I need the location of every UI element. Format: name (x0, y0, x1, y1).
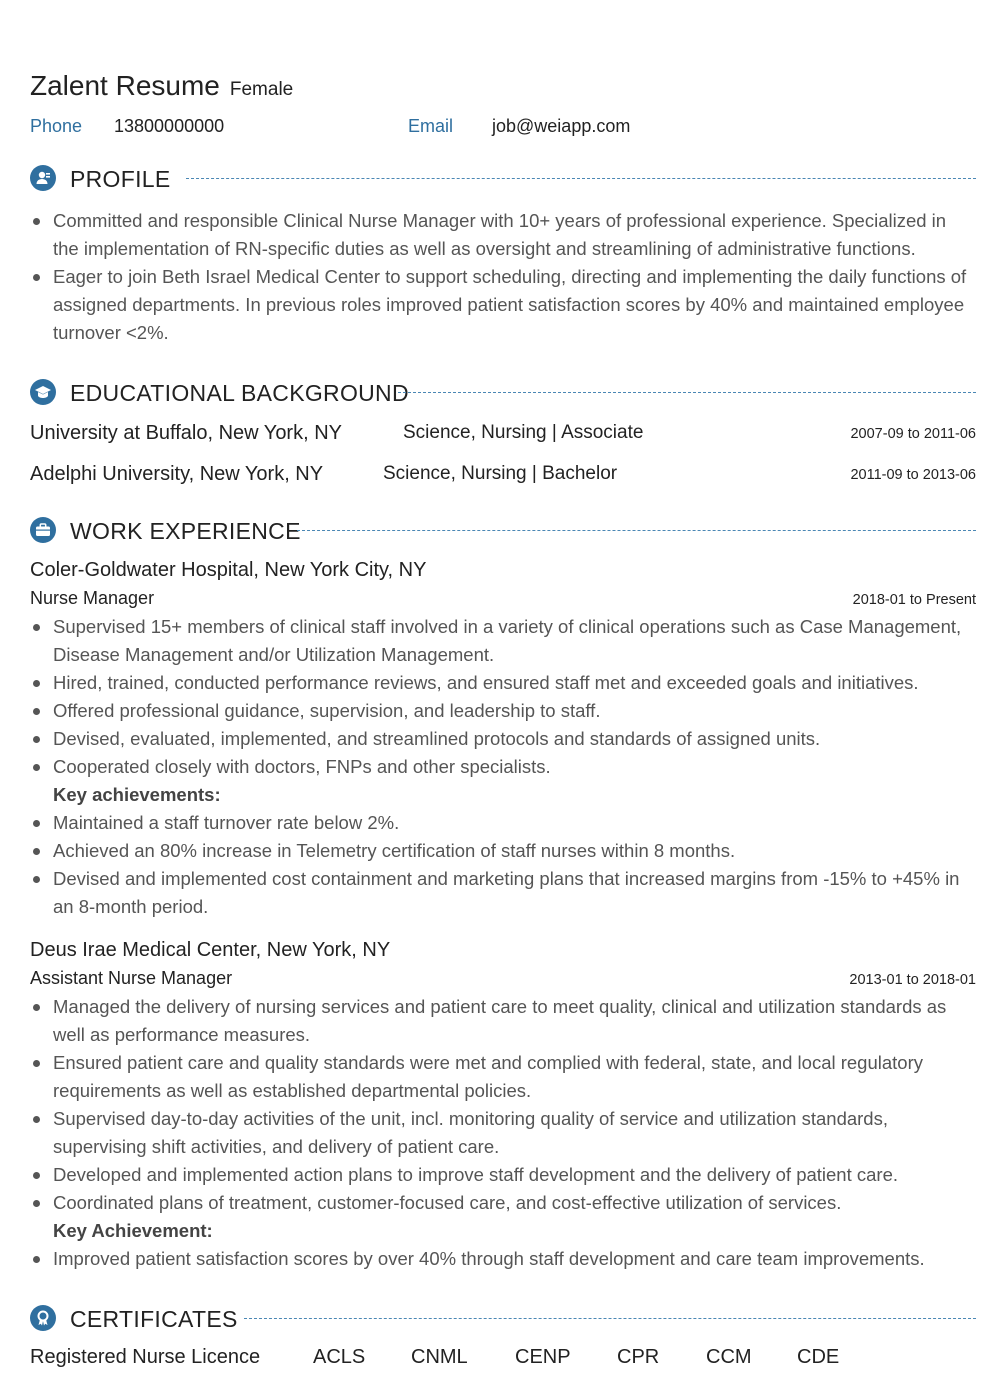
email-label: Email (408, 116, 454, 136)
phone-label: Phone (30, 116, 83, 136)
education-school: Adelphi University, New York, NY (30, 463, 324, 485)
education-major: Science, Nursing | Bachelor (383, 463, 618, 484)
achievements-label: Key achievements: (53, 784, 221, 805)
certificate-item: CNML (411, 1346, 468, 1368)
certificate-item: CPR (617, 1346, 660, 1368)
section-title-profile: PROFILE (70, 165, 185, 193)
section-divider (244, 1318, 976, 1319)
job-achievement: Maintained a staff turnover rate below 2%. (30, 809, 976, 837)
job-duties-list (30, 993, 976, 1273)
resume-header (30, 70, 293, 102)
job-duty: Devised, evaluated, implemented, and streamlined protocols and standards of assigned units. (30, 725, 976, 753)
job-date: 2013-01 to 2018-01 (849, 972, 976, 988)
job-achievement: Achieved an 80% increase in Telemetry certification of staff nurses within 8 months. (30, 837, 976, 865)
education-major: Science, Nursing | Associate (403, 422, 644, 443)
job-company: Deus Irae Medical Center, New York, NY (30, 939, 391, 961)
section-profile (30, 165, 976, 195)
job-duty: Developed and implemented action plans to improve staff development and the delivery of patient care. (30, 1161, 976, 1189)
job-company: Coler-Goldwater Hospital, New York City, NY (30, 559, 427, 581)
award-ribbon-icon (30, 1305, 56, 1331)
certificate-item: Registered Nurse Licence (30, 1346, 261, 1368)
job-duty: Supervised 15+ members of clinical staff involved in a variety of clinical operations such as Case Management, Disease Management and/or Utilization Management. (30, 613, 976, 669)
candidate-name: Zalent Resume (30, 70, 220, 101)
candidate-gender: Female (229, 79, 294, 100)
profile-icon (30, 165, 56, 191)
section-divider (297, 530, 976, 531)
phone-value: 13800000000 (114, 116, 225, 136)
job-title: Nurse Manager (30, 588, 155, 608)
achievements-label: Key Achievement: (53, 1220, 213, 1241)
certificate-item: CDE (797, 1346, 840, 1368)
certificate-item: ACLS (313, 1346, 366, 1368)
profile-item: Eager to join Beth Israel Medical Center to support scheduling, directing and implementing the daily functions of assigned departments. In previous roles improved patient satisfaction scores by 40% and maintained employee turnover <2%. (30, 263, 976, 347)
job-duties-list (30, 613, 976, 921)
education-school: University at Buffalo, New York, NY (30, 422, 342, 444)
job-achievement: Improved patient satisfaction scores by over 40% through staff development and care team improvements. (30, 1245, 976, 1273)
profile-list (30, 207, 976, 347)
education-date: 2011-09 to 2013-06 (850, 467, 976, 483)
section-divider (398, 392, 976, 393)
section-work (30, 517, 976, 547)
job-duty: Ensured patient care and quality standards were met and complied with federal, state, and local regulatory requirements as well as established departmental policies. (30, 1049, 976, 1105)
section-title-education: EDUCATIONAL BACKGROUND (70, 379, 423, 407)
job-duty: Hired, trained, conducted performance reviews, and ensured staff met and exceeded goals and initiatives. (30, 669, 976, 697)
section-certificates (30, 1305, 976, 1335)
job-duty: Managed the delivery of nursing services and patient care to meet quality, clinical and utilization standards as well as performance measures. (30, 993, 976, 1049)
job-duty: Cooperated closely with doctors, FNPs and other specialists. (30, 753, 976, 781)
section-title-certificates: CERTIFICATES (70, 1305, 252, 1333)
job-title: Assistant Nurse Manager (30, 968, 233, 988)
briefcase-icon (30, 517, 56, 543)
job-duty: Offered professional guidance, supervision, and leadership to staff. (30, 697, 976, 725)
certificate-item: CCM (706, 1346, 752, 1368)
job-duty: Coordinated plans of treatment, customer-focused care, and cost-effective utilization of services. (30, 1189, 976, 1217)
phone-contact (30, 116, 224, 137)
section-divider (186, 178, 976, 179)
email-contact (408, 116, 630, 137)
profile-item: Committed and responsible Clinical Nurse Manager with 10+ years of professional experience. Specialized in the implementation of RN-specific duties as well as oversight and streamlining of administrative functions. (30, 207, 976, 263)
job-date: 2018-01 to Present (852, 592, 976, 608)
job-achievement: Devised and implemented cost containment and marketing plans that increased margins from -15% to +45% in an 8-month period. (30, 865, 976, 921)
email-value: job@weiapp.com (492, 116, 631, 136)
graduation-cap-icon (30, 379, 56, 405)
certificate-item: CENP (515, 1346, 571, 1368)
section-education (30, 379, 976, 409)
job-duty: Supervised day-to-day activities of the unit, incl. monitoring quality of service and utilization standards, supervising shift activities, and delivery of patient care. (30, 1105, 976, 1161)
education-date: 2007-09 to 2011-06 (850, 426, 976, 442)
section-title-work: WORK EXPERIENCE (70, 517, 315, 545)
